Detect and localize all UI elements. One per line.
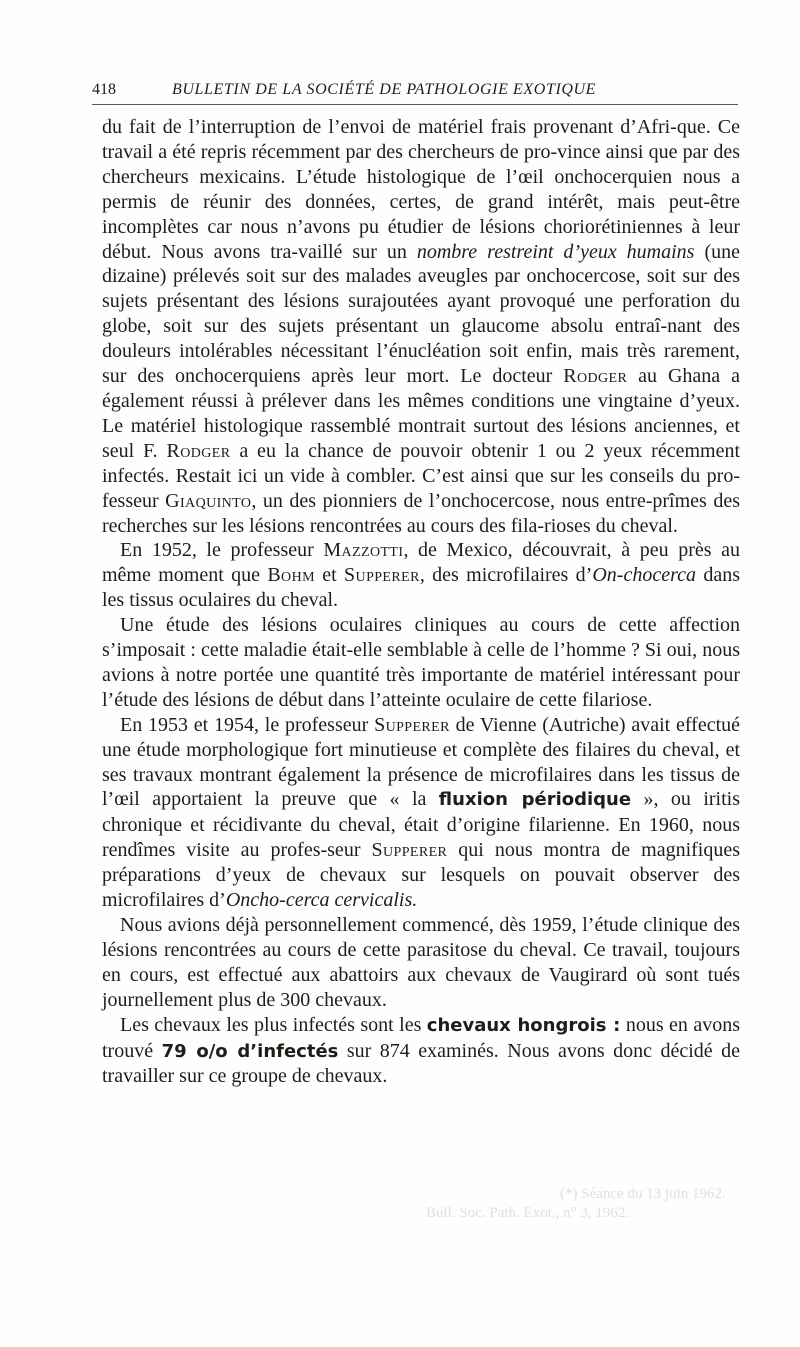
author-name: Rodger [166, 439, 231, 462]
page-number: 418 [92, 81, 116, 98]
text-run: sur 874 examinés. Nous avons donc décidé de travailler sur ce groupe de chevaux. [102, 1039, 740, 1088]
text-run: Les chevaux les plus infectés sont les [120, 1013, 427, 1036]
text-run: », ou iritis chronique et récidivante du cheval, était d’origine filarienne. En 1960, nous rendîmes visite au profes-seur [102, 788, 740, 862]
running-title: BULLETIN DE LA SOCIÉTÉ DE PATHOLOGIE EXOTIQUE [172, 81, 597, 98]
text-run: nous en avons trouvé [102, 1013, 740, 1062]
author-name: Rodger [563, 365, 628, 388]
text-run: du fait de l’interruption de l’envoi de matériel frais provenant d’Afri-que. Ce travail a été repris récemment par des chercheurs de pro-vince ainsi que par des chercheurs mexicains. L’étude histologique de l’œil onchocerquien nous a permis de réunir des données, certes, de grand intérêt, mais peut-être incomplètes car nous n’avons pu étudier de lésions choriorétiniennes à leur début. Nous avons tra-vaillé sur un [102, 116, 740, 263]
bold-term: chevaux hongrois : [426, 1014, 621, 1036]
paragraph-3 [102, 613, 740, 713]
text-run: a eu la chance de pouvoir obtenir 1 ou 2 yeux récemment infectés. Restait ici un vide à combler. C’est ainsi que sur les conseils du pro-fesseur [102, 439, 741, 512]
author-name: Supperer [374, 713, 450, 736]
author-name: Giaquinto [165, 489, 252, 512]
text-run: au Ghana a également réussi à prélever dans les mêmes conditions une vingtaine d’yeux. Le matériel histologique rassemblé montrait surtout des lésions anciennes, et seul F. [102, 365, 741, 462]
species-name: Oncho-cerca cervicalis. [225, 889, 418, 912]
paragraph-4 [102, 713, 740, 913]
text-run: , un des pionniers de l’onchocercose, nous entre-prîmes des recherches sur les lésions rencontrées au cours des fila-rioses du cheval. [102, 489, 740, 537]
text-run: En 1952, le professeur [120, 539, 324, 562]
author-name: Mazzotti [323, 539, 404, 562]
text-run: En 1953 et 1954, le professeur [120, 713, 375, 736]
text-run: qui nous montra de magnifiques préparations d’yeux de chevaux sur lesquels on pouvait observer des microfilaires d’ [102, 839, 741, 912]
paragraph-5 [102, 913, 740, 1013]
bleed-through-text: (*) Séance du 13 juin 1962. [560, 1186, 726, 1202]
text-run: Nous avions déjà personnellement commencé, dès 1959, l’étude clinique des lésions rencontrées au cours de cette parasitose du cheval. Ce travail, toujours en cours, est effectué aux abattoirs aux chevaux de Vaugirard où sont tués journellement plus de 300 chevaux. [102, 914, 740, 1011]
species-name: On-chocerca [592, 564, 696, 587]
paragraph-2 [102, 538, 740, 613]
text-run: de Vienne (Autriche) avait effectué une étude morphologique fort minutieuse et complète des filaires du cheval, et ses travaux montrant également la présence de microfilaires dans les tissus de l’œil apportaient la preuve que « la [102, 713, 741, 811]
text-run: , des microfilaires d’ [419, 564, 593, 587]
text-run: et [314, 564, 345, 587]
paragraph-6 [102, 1013, 740, 1090]
header-rule [92, 104, 738, 105]
bold-term: 79 o/o d’infectés [161, 1040, 339, 1062]
emphasis-text: nombre restreint d’yeux humains [416, 240, 695, 263]
text-run: (une dizaine) prélevés soit sur des malades aveugles par onchocercose, soit sur des sujets présentant des lésions surajoutées ayant provoqué une perforation du globe, soit sur des sujets présentant un glaucome absolu entraî-nant des douleurs intolérables nécessitant l’énucléation soit enfin, mais très rarement, sur des onchocerquiens après leur mort. Le docteur [102, 240, 740, 388]
text-run: , de Mexico, découvrait, à peu près au même moment que [102, 539, 741, 587]
author-name: Supperer [344, 564, 420, 587]
bleed-through-text: Bull. Soc. Path. Exot., n° 3, 1962. [426, 1205, 630, 1221]
running-header [92, 78, 740, 102]
text-run: Une étude des lésions oculaires cliniques au cours de cette affection s’imposait : cette maladie était-elle semblable à celle de l’homme ? Si oui, nous avions à notre portée une quantité très importante de matériel intéressant pour l’étude des lésions de début dans l’atteinte oculaire de cette filariose. [102, 614, 740, 711]
author-name: Supperer [371, 839, 448, 862]
article-body [102, 115, 740, 1089]
paragraph-1 [102, 115, 740, 538]
author-name: Bohm [267, 564, 315, 587]
bold-term: fluxion périodique [438, 789, 632, 811]
text-run: dans les tissus oculaires du cheval. [102, 564, 740, 612]
